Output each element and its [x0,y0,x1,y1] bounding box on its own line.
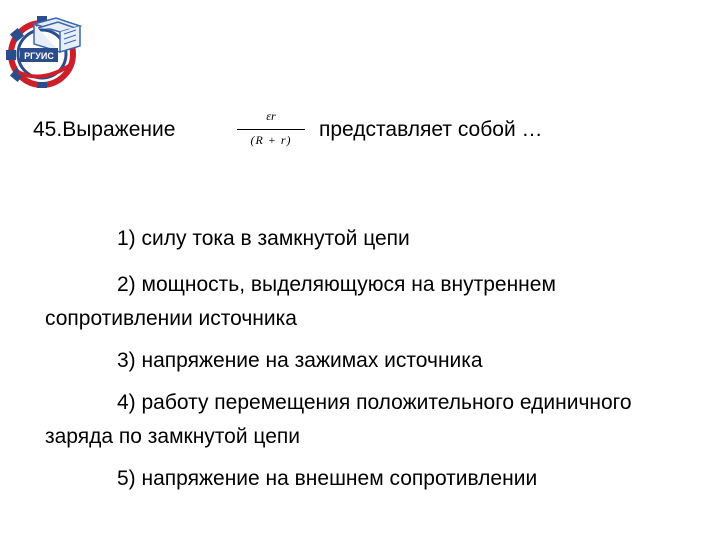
question [33,105,693,159]
answer-option-3[interactable]: 3) напряжение на зажимах источника [117,349,483,372]
question-suffix: представляет собой … [319,118,543,141]
answer-option-5[interactable]: 5) напряжение на внешнем сопротивлении [117,467,538,490]
answer-option-2[interactable]: 2) мощность, выделяющуюся на внутреннем сопротивлении источника [45,273,556,330]
fraction-bar [237,129,305,130]
university-logo [4,10,86,90]
formula-denominator: (R + r) [250,133,292,147]
formula-fraction [235,108,307,158]
formula-numerator: εr [266,109,276,123]
question-prefix: 45.Выражение [33,118,176,141]
answer-option-4[interactable]: 4) работу перемещения положительного единичного заряда по замкнутой цепи [45,391,632,448]
logo-wordmark: РГУИС [24,51,54,61]
gear-book-emblem-icon [4,10,86,90]
answer-option-1[interactable]: 1) силу тока в замкнутой цепи [117,227,410,250]
